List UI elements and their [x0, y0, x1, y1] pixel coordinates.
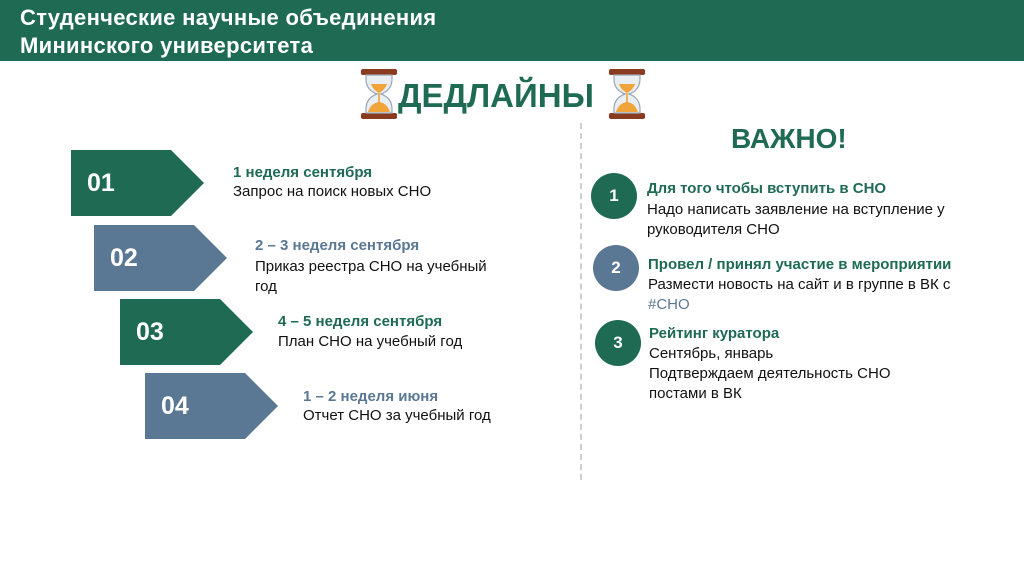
- step-arrow-04: [145, 373, 279, 439]
- hashtag-text: #СНО: [648, 296, 690, 313]
- deadlines-title: ДЕДЛАЙНЫ: [398, 77, 594, 114]
- important-title: ВАЖНО!: [731, 123, 847, 154]
- important-item-title: Провел / принял участие в мероприятии: [648, 256, 952, 273]
- step-text: [278, 332, 462, 352]
- step-text-line: Приказ реестра СНО на учебный: [255, 258, 487, 275]
- step-period: 1 неделя сентября: [233, 164, 373, 181]
- important-text-line: Сентябрь, январь: [649, 345, 774, 362]
- step-text: [255, 257, 487, 297]
- header-bar: [0, 0, 1024, 61]
- step-text: [303, 406, 491, 426]
- important-item-title: Для того чтобы вступить в СНО: [647, 180, 887, 197]
- important-text-line: руководителя СНО: [647, 221, 780, 238]
- step-period: 2 – 3 неделя сентября: [255, 237, 420, 254]
- step-number: 01: [87, 169, 115, 197]
- header-title-line2: Мининского университета: [20, 33, 314, 58]
- important-number-badge: 1: [591, 173, 637, 219]
- step-text-line: Запрос на поиск новых СНО: [233, 183, 432, 200]
- step-text-line: год: [255, 278, 277, 295]
- important-text-line: Надо написать заявление на вступление у: [647, 201, 945, 218]
- important-item-text: [648, 275, 950, 315]
- step-number: 04: [161, 392, 189, 420]
- header-title-line1: Студенческие научные объединения: [20, 5, 437, 30]
- hourglass-icon: [607, 68, 647, 120]
- divider: [580, 123, 582, 480]
- step-text: [233, 182, 431, 202]
- hourglass-icon: [359, 68, 399, 120]
- important-text-line: постами в ВК: [649, 385, 742, 402]
- header-title: [20, 4, 436, 60]
- step-text-line: План СНО на учебный год: [278, 333, 463, 350]
- step-text-line: Отчет СНО за учебный год: [303, 407, 491, 424]
- step-period: 4 – 5 неделя сентября: [278, 313, 443, 330]
- step-period: 1 – 2 неделя июня: [303, 388, 439, 405]
- step-number: 03: [136, 318, 164, 346]
- step-arrow-03: [120, 299, 254, 365]
- important-text-line: Размести новость на сайт и в группе в ВК с: [648, 276, 951, 293]
- important-item-text: [649, 344, 891, 404]
- step-arrow-02: [94, 225, 228, 291]
- step-number: 02: [110, 244, 138, 272]
- important-number-badge: 2: [593, 245, 639, 291]
- important-item-text: [647, 200, 945, 240]
- important-number-badge: 3: [595, 320, 641, 366]
- step-arrow-01: [71, 150, 205, 216]
- important-text-line: Подтверждаем деятельность СНО: [649, 365, 891, 382]
- important-item-title: Рейтинг куратора: [649, 325, 780, 342]
